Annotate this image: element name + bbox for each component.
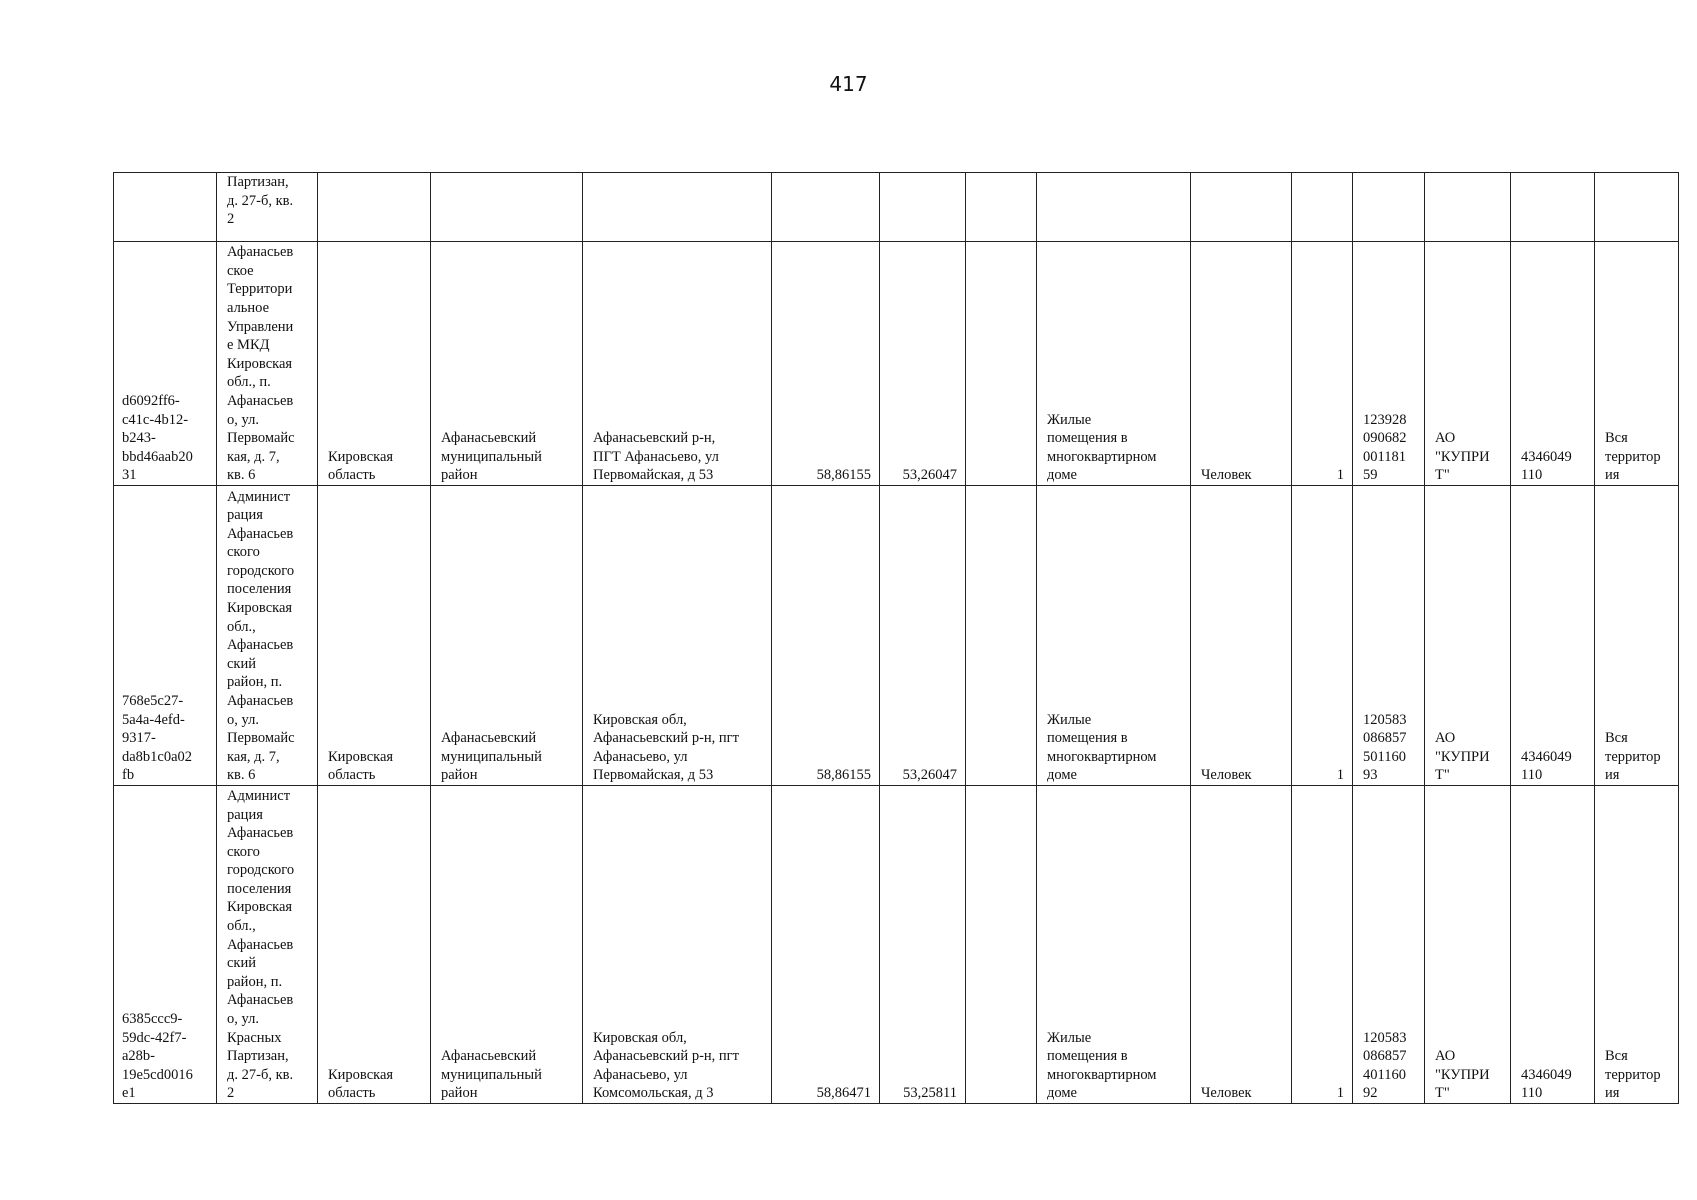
cell-district: Афанасьевский муниципальный район — [431, 242, 583, 486]
cell-region — [318, 173, 431, 242]
cell-region: Кировская область — [318, 786, 431, 1104]
cell-region: Кировская область — [318, 486, 431, 786]
cell-quantity — [1292, 173, 1353, 242]
cell-blank — [966, 242, 1037, 486]
table-row — [114, 242, 1679, 486]
cell-id: 6385ccc9- 59dc-42f7- a28b- 19e5cd0016 e1 — [114, 786, 217, 1104]
cell-address: Кировская обл, Афанасьевский р-н, пгт Афанасьево, ул Первомайская, д 53 — [583, 486, 772, 786]
cell-id: 768e5c27- 5a4a-4efd- 9317- da8b1c0a02 fb — [114, 486, 217, 786]
cell-inn: 4346049 110 — [1511, 786, 1595, 1104]
cell-longitude: 53,26047 — [880, 242, 966, 486]
cell-id — [114, 173, 217, 242]
cell-quantity: 1 — [1292, 242, 1353, 486]
cell-longitude: 53,26047 — [880, 486, 966, 786]
cell-object-type — [1037, 173, 1191, 242]
cell-id: d6092ff6- c41c-4b12- b243- bbd46aab20 31 — [114, 242, 217, 486]
cell-district: Афанасьевский муниципальный район — [431, 486, 583, 786]
cell-unit: Человек — [1191, 786, 1292, 1104]
cell-object-type: Жилые помещения в многоквартирном доме — [1037, 486, 1191, 786]
cell-latitude: 58,86155 — [772, 486, 880, 786]
cell-operator: АО "КУПРИ Т" — [1425, 786, 1511, 1104]
cell-district: Афанасьевский муниципальный район — [431, 786, 583, 1104]
cell-object-type: Жилые помещения в многоквартирном доме — [1037, 786, 1191, 1104]
cell-latitude — [772, 173, 880, 242]
cell-longitude: 53,25811 — [880, 786, 966, 1104]
cell-code: 123928 090682 001181 59 — [1353, 242, 1425, 486]
cell-organization: Партизан, д. 27-б, кв. 2 — [217, 173, 318, 242]
cell-region: Кировская область — [318, 242, 431, 486]
cell-unit: Человек — [1191, 486, 1292, 786]
cell-inn: 4346049 110 — [1511, 242, 1595, 486]
cell-territory: Вся территор ия — [1595, 786, 1679, 1104]
cell-quantity: 1 — [1292, 486, 1353, 786]
cell-blank — [966, 486, 1037, 786]
table-row — [114, 173, 1679, 242]
cell-latitude: 58,86155 — [772, 242, 880, 486]
cell-address — [583, 173, 772, 242]
cell-address: Кировская обл, Афанасьевский р-н, пгт Афанасьево, ул Комсомольская, д 3 — [583, 786, 772, 1104]
cell-object-type: Жилые помещения в многоквартирном доме — [1037, 242, 1191, 486]
registry-table — [113, 172, 1679, 1104]
cell-district — [431, 173, 583, 242]
cell-organization: Афанасьев ское Территори альное Управлени е МКД Кировская обл., п. Афанасьев о, ул. Первомайс кая, д. 7, кв. 6 — [217, 242, 318, 486]
cell-quantity: 1 — [1292, 786, 1353, 1104]
cell-code — [1353, 173, 1425, 242]
cell-operator: АО "КУПРИ Т" — [1425, 242, 1511, 486]
cell-organization: Админист рация Афанасьев ского городского поселения Кировская обл., Афанасьев ский район, п. Афанасьев о, ул. Красных Партизан, д. 27-б, кв. 2 — [217, 786, 318, 1104]
cell-latitude: 58,86471 — [772, 786, 880, 1104]
cell-code: 120583 086857 501160 93 — [1353, 486, 1425, 786]
page-number: 417 — [829, 72, 868, 96]
cell-operator — [1425, 173, 1511, 242]
cell-inn: 4346049 110 — [1511, 486, 1595, 786]
cell-territory: Вся территор ия — [1595, 486, 1679, 786]
cell-unit — [1191, 173, 1292, 242]
cell-inn — [1511, 173, 1595, 242]
cell-territory — [1595, 173, 1679, 242]
cell-address: Афанасьевский р-н, ПГТ Афанасьево, ул Первомайская, д 53 — [583, 242, 772, 486]
cell-blank — [966, 786, 1037, 1104]
table-row — [114, 486, 1679, 786]
cell-blank — [966, 173, 1037, 242]
table-row — [114, 786, 1679, 1104]
cell-code: 120583 086857 401160 92 — [1353, 786, 1425, 1104]
cell-operator: АО "КУПРИ Т" — [1425, 486, 1511, 786]
cell-unit: Человек — [1191, 242, 1292, 486]
cell-territory: Вся территор ия — [1595, 242, 1679, 486]
cell-organization: Админист рация Афанасьев ского городского поселения Кировская обл., Афанасьев ский район, п. Афанасьев о, ул. Первомайс кая, д. 7, кв. 6 — [217, 486, 318, 786]
cell-longitude — [880, 173, 966, 242]
